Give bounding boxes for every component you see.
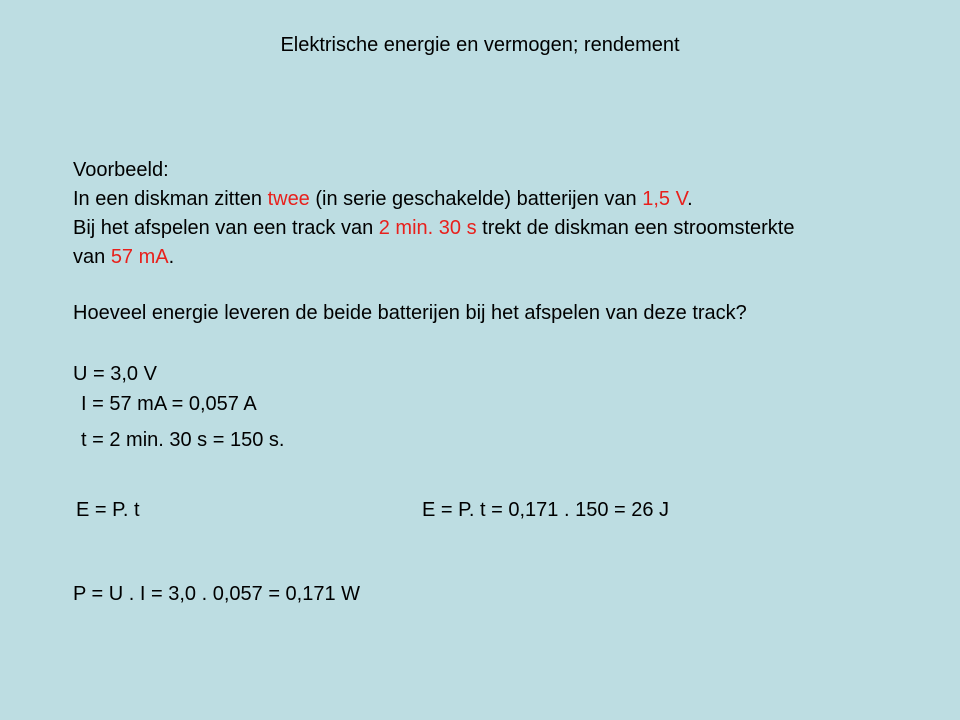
example-line-2 [73, 214, 795, 243]
given-voltage: U = 3,0 V [73, 363, 157, 385]
energy-formula: E = P. t [76, 499, 140, 521]
energy-calculation: E = P. t = 0,171 . 150 = 26 J [422, 499, 670, 521]
question-text: Hoeveel energie leveren de beide batterijen bij het afspelen van deze track? [73, 302, 747, 324]
text-segment: (in serie geschakelde) batterijen van [309, 188, 643, 210]
highlight-voltage: 1,5 V [642, 188, 688, 210]
text-segment: trekt de diskman een stroomsterkte [476, 217, 795, 239]
example-text [73, 156, 795, 272]
highlight-current: 57 mA [110, 246, 169, 268]
highlight-count: twee [267, 188, 310, 210]
power-calculation: P = U . I = 3,0 . 0,057 = 0,171 W [73, 583, 361, 605]
text-segment: . [168, 246, 175, 268]
example-line-3 [73, 243, 795, 272]
example-line-1 [73, 185, 795, 214]
text-segment: In een diskman zitten [73, 188, 268, 210]
slide-title: Elektrische energie en vermogen; rendement [280, 34, 680, 56]
given-time: t = 2 min. 30 s = 150 s. [81, 429, 285, 451]
example-heading: Voorbeeld: [73, 159, 169, 181]
text-segment: . [687, 188, 693, 210]
given-current: I = 57 mA = 0,057 A [81, 393, 257, 415]
text-segment: Bij het afspelen van een track van [73, 217, 379, 239]
text-segment: van [73, 246, 111, 268]
highlight-duration: 2 min. 30 s [378, 217, 477, 239]
